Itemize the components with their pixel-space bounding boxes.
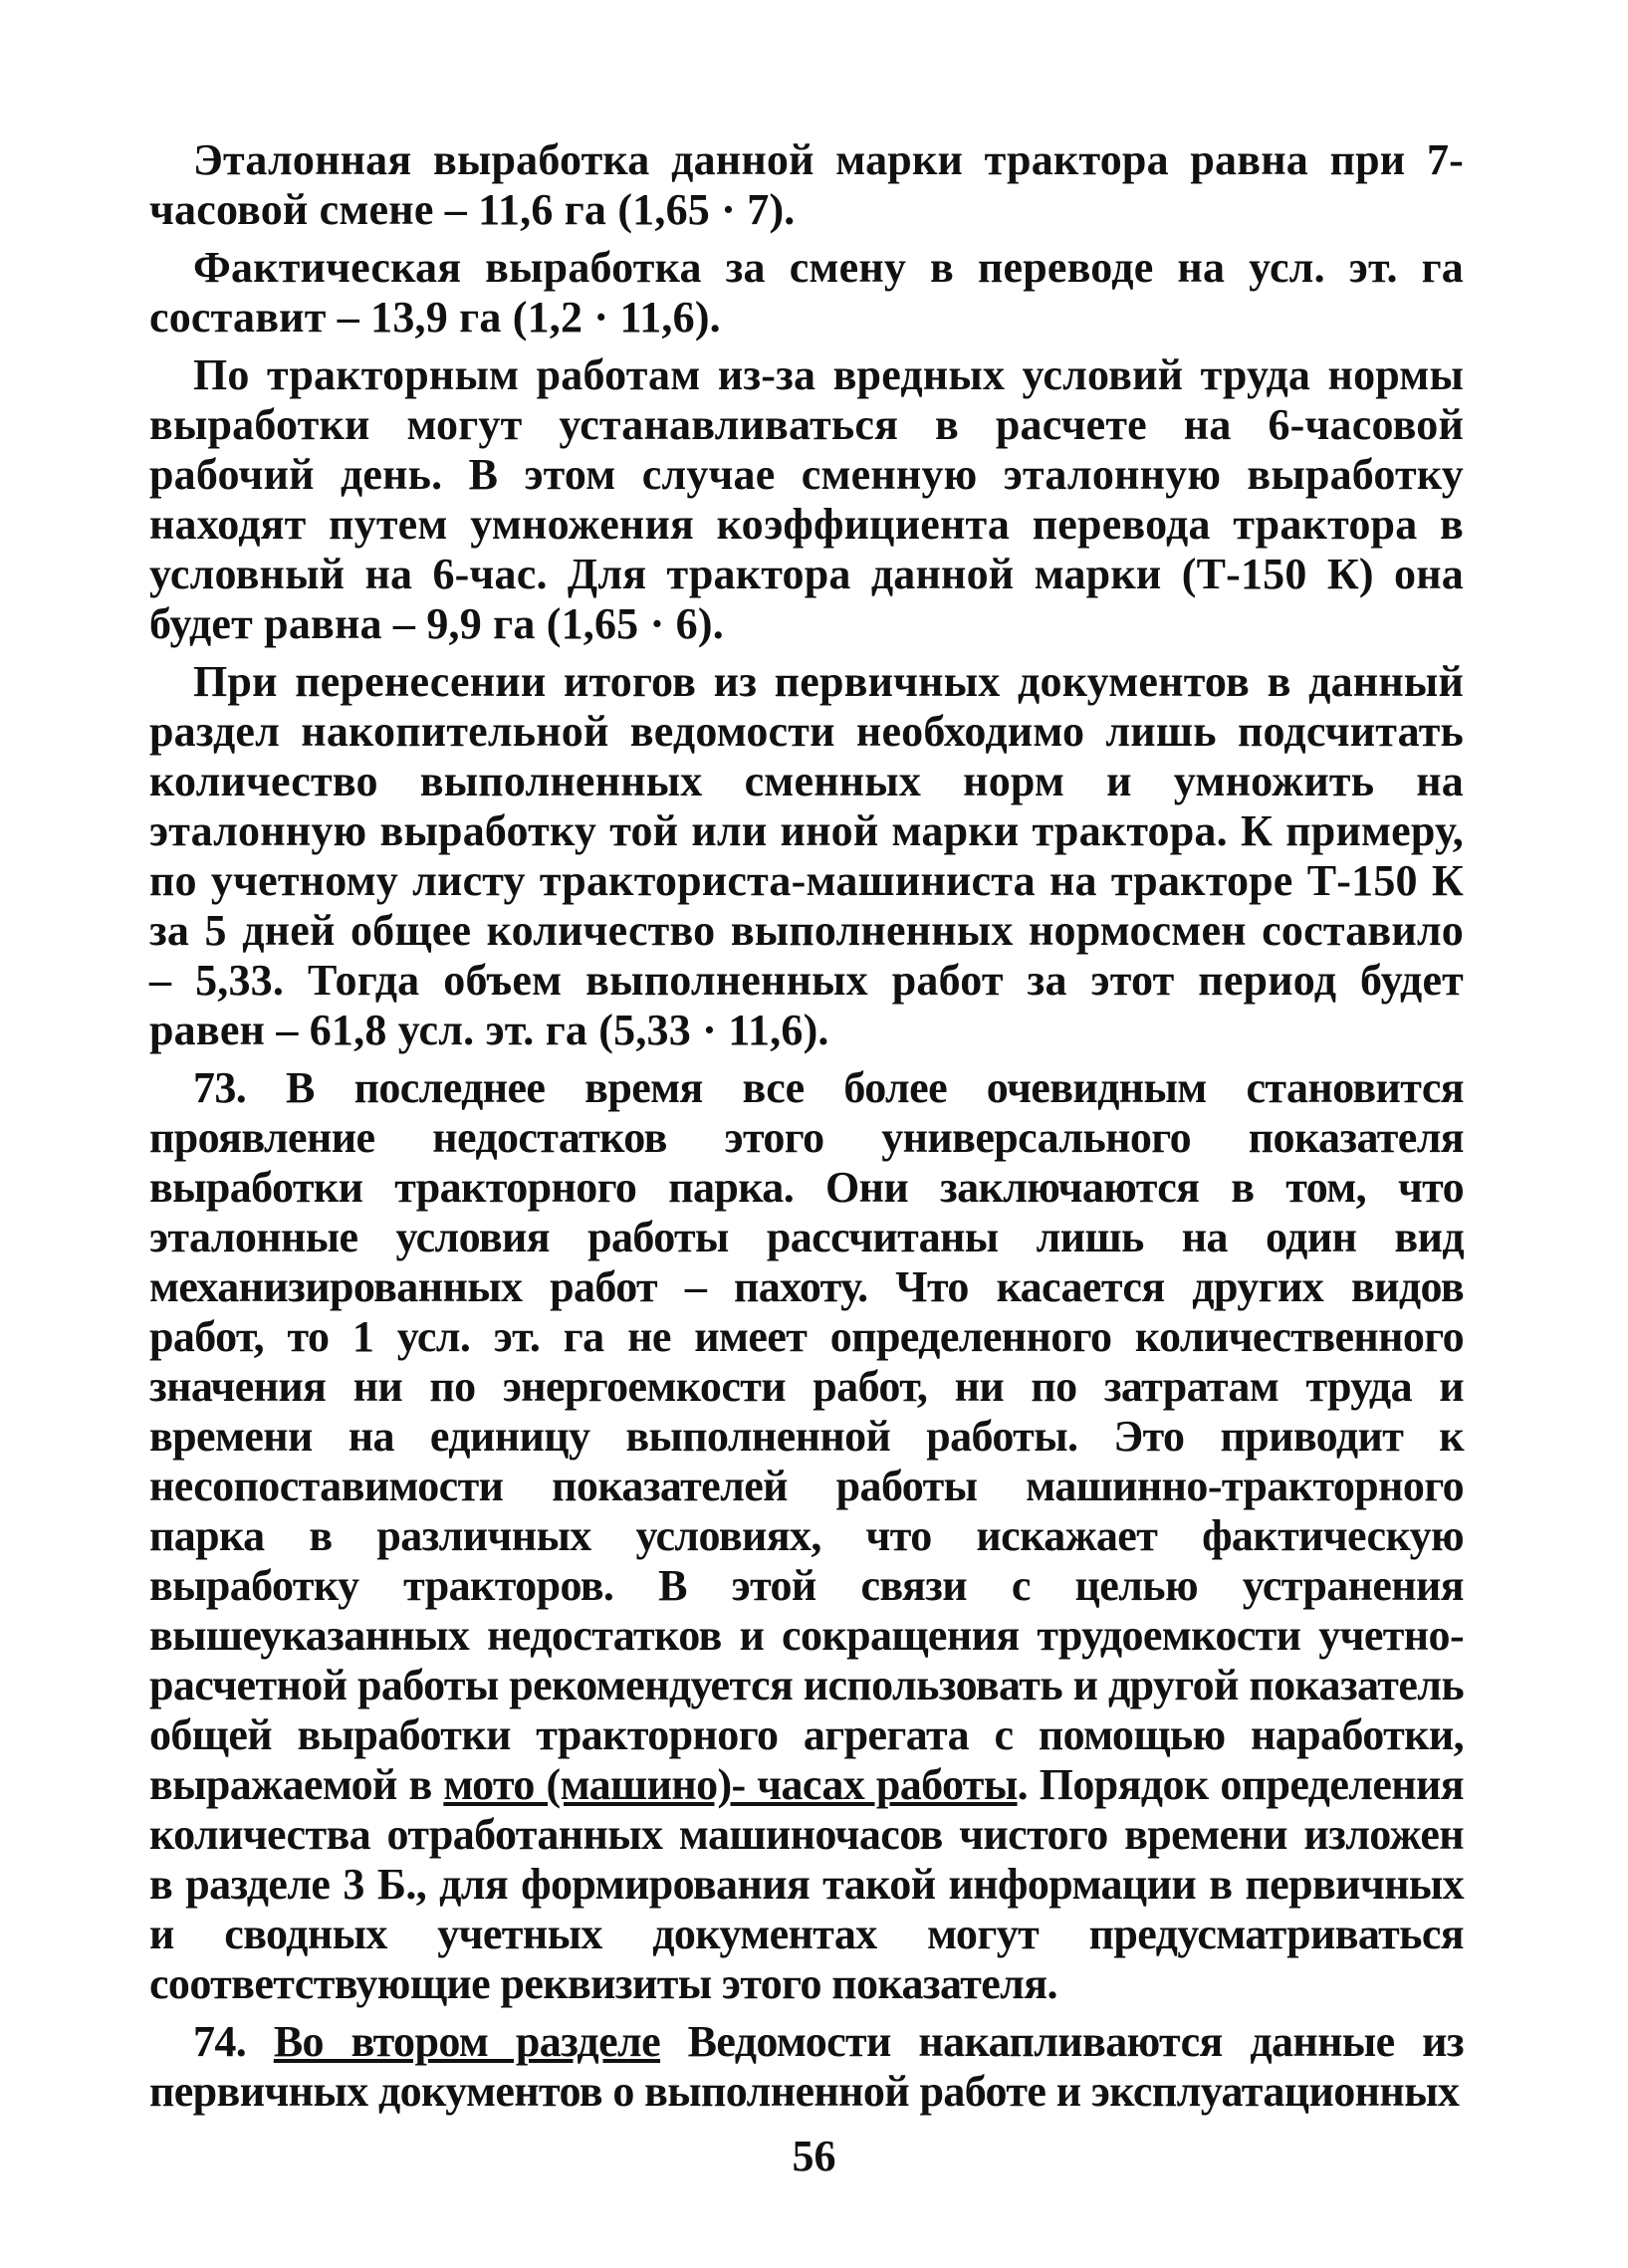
document-page (149, 135, 1464, 2125)
paragraph-73-text-before: В последнее время все более очевидным становится проявление недостатков этого универсального показателя выработки тракторного парка. Они заключаются в том, что эталонные условия работы рассчитаны лишь на один вид механизированных работ – пахоту. Что касается других видов работ, то 1 усл. эт. га не имеет определенного количественного значения ни по энергоемкости работ, ни по затратам труда и времени на единицу выполненной работы. Это приводит к несопоставимости показателей работы машинно-тракторного парка в различных условиях, что искажает фактическую выработку тракторов. В этой связи с целью устранения вышеуказанных недостатков и сокращения трудоемкости учетно-расчетной работы рекомендуется использовать и другой показатель общей выработки тракторного агрегата с помощью наработки, выражаемой в (149, 1063, 1464, 1809)
paragraph-number-73: 73. (193, 1063, 247, 1112)
page-number: 56 (792, 2132, 836, 2180)
paragraph-73-text-after: . Порядок определения количества отработанных машиночасов чистого времени изложен в разделе 3 Б., для формирования такой информации в первичных и сводных учетных документах могут предусматриваться соответствующие реквизиты этого показателя. (149, 1760, 1464, 2008)
paragraph-tractor-work-norms: По тракторным работам из-за вредных условий труда нормы выработки могут устанавливаться в расчете на 6-часовой рабочий день. В этом случае сменную эталонную выработку находят путем умножения коэффициента перевода трактора в условный на 6-час. Для трактора данной марки (Т-150 К) она будет равна – 9,9 га (1,65 · 6). (149, 350, 1464, 648)
paragraph-transfer-totals: При перенесении итогов из первичных документов в данный раздел накопительной ведомости необходимо лишь подсчитать количество выполненных сменных норм и умножить на эталонную выработку той или иной марки трактора. К примеру, по учетному листу тракториста-машиниста на тракторе Т-150 К за 5 дней общее количество выполненных нормосмен составило – 5,33. Тогда объем выполненных работ за этот период будет равен – 61,8 усл. эт. га (5,33 · 11,6). (149, 657, 1464, 1054)
paragraph-number-74: 74. (193, 2017, 247, 2066)
paragraph-73 (149, 1063, 1464, 2009)
paragraph-actual-output: Фактическая выработка за смену в переводе на усл. эт. га составит – 13,9 га (1,2 · 11,6). (149, 243, 1464, 341)
paragraph-74-underlined-term: Во втором разделе (273, 2017, 661, 2066)
paragraph-74 (149, 2017, 1464, 2117)
paragraph-standard-output: Эталонная выработка данной марки трактора равна при 7-часовой смене – 11,6 га (1,65 · 7). (149, 135, 1464, 234)
paragraph-74-text-after: Ведомости накапливаются данные из первичных документов о выполненной работе и эксплуатационных (149, 2017, 1465, 2116)
paragraph-73-underlined-term: мото (машино)- часах работы (443, 1760, 1018, 1809)
